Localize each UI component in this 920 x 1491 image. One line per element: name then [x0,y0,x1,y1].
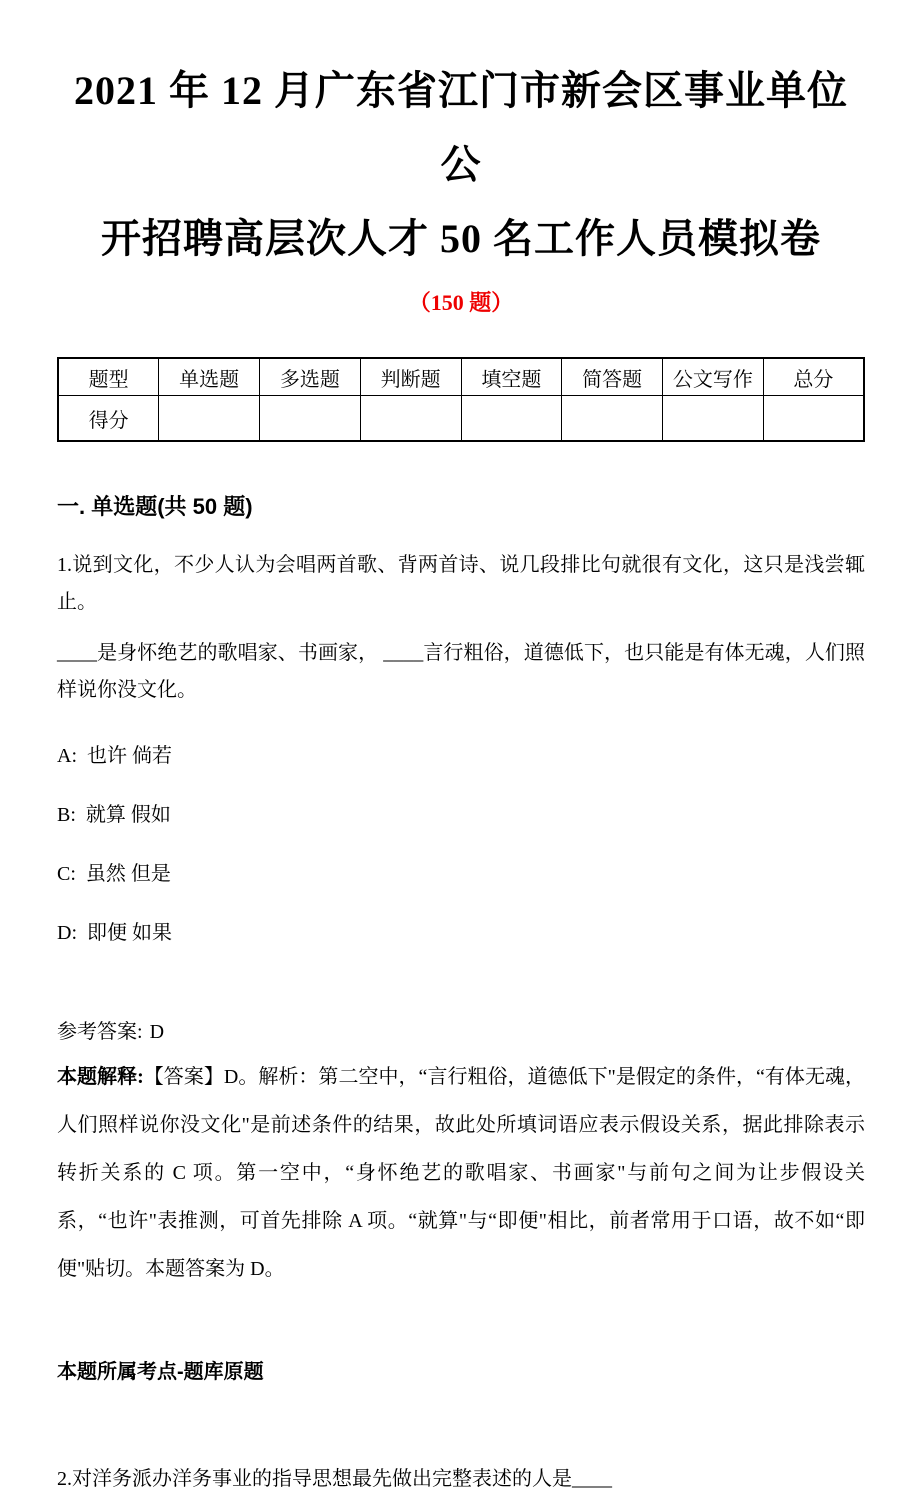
option-c-text: 虽然 但是 [85,863,171,885]
score-table-header-row [58,358,864,396]
option-d [57,916,865,945]
explanation-label: 本题解释: [57,1066,144,1088]
page-title [57,54,865,276]
question-1-text-continued: ____是身怀绝艺的歌唱家、书画家， ____言行粗俗，道德低下，也只能是有体无魂，人们照样说你没文化。 [57,642,865,701]
question-count-subtitle: （150 题） [408,290,514,315]
score-cell-empty [461,396,562,442]
exam-document [0,54,920,1491]
option-a [57,739,865,768]
option-c-label: C: [57,863,76,885]
score-table-score-row [58,396,864,442]
score-table-header-cell: 总分 [763,358,864,396]
explanation-paragraph [57,1053,865,1293]
score-table-header-cell: 填空题 [461,358,562,396]
question-1-text: 1.说到文化，不少人认为会唱两首歌、背两首诗、说几段排比句就很有文化，这只是浅尝辄止。 [57,554,865,613]
option-b-text: 就算 假如 [85,804,171,826]
score-table-header-cell: 公文写作 [663,358,764,396]
score-cell-empty [159,396,260,442]
option-a-text: 也许 倘若 [87,745,172,767]
question-2-text: 2.对洋务派办洋务事业的指导思想最先做出完整表述的人是____ [57,1468,612,1490]
option-a-label: A: [57,745,77,767]
score-cell-empty [763,396,864,442]
score-row-label: 得分 [58,396,159,442]
page-title-line-1: 2021 年 12 月广东省江门市新会区事业单位公 [74,68,848,187]
score-cell-empty [360,396,461,442]
reference-answer-value: D [149,1021,165,1043]
score-table-header-cell: 多选题 [260,358,361,396]
score-table [57,357,865,442]
explanation-text: 【答案】D。解析：第二空中，“言行粗俗，道德低下"是假定的条件，“有体无魂，人们照样说你没文化"是前述条件的结果，故此处所填词语应表示假设关系，据此排除表示转折关系的 C 项。第一空中，“身怀绝艺的歌唱家、书画家"与前句之间为让步假设关系，“也许"表推测，可首先排除 A 项。“就算"与“即便"相比，前者常用于口语，故不如“即便"贴切。本题答案为 D。 [57,1066,865,1280]
section-heading: 一. 单选题(共 50 题) [57,494,253,519]
option-c [57,857,865,886]
score-table-header-cell: 题型 [58,358,159,396]
score-cell-empty [663,396,764,442]
option-b-label: B: [57,804,76,826]
topic-note: 本题所属考点-题库原题 [57,1361,264,1383]
score-cell-empty [562,396,663,442]
option-d-text: 即便 如果 [87,922,172,944]
score-table-header-cell: 判断题 [360,358,461,396]
reference-answer [57,1015,865,1044]
page-title-line-2: 开招聘高层次人才 50 名工作人员模拟卷 [101,216,821,261]
option-d-label: D: [57,922,77,944]
score-table-header-cell: 单选题 [159,358,260,396]
score-cell-empty [260,396,361,442]
reference-answer-label: 参考答案: [57,1021,143,1043]
option-b [57,798,865,827]
score-table-header-cell: 简答题 [562,358,663,396]
